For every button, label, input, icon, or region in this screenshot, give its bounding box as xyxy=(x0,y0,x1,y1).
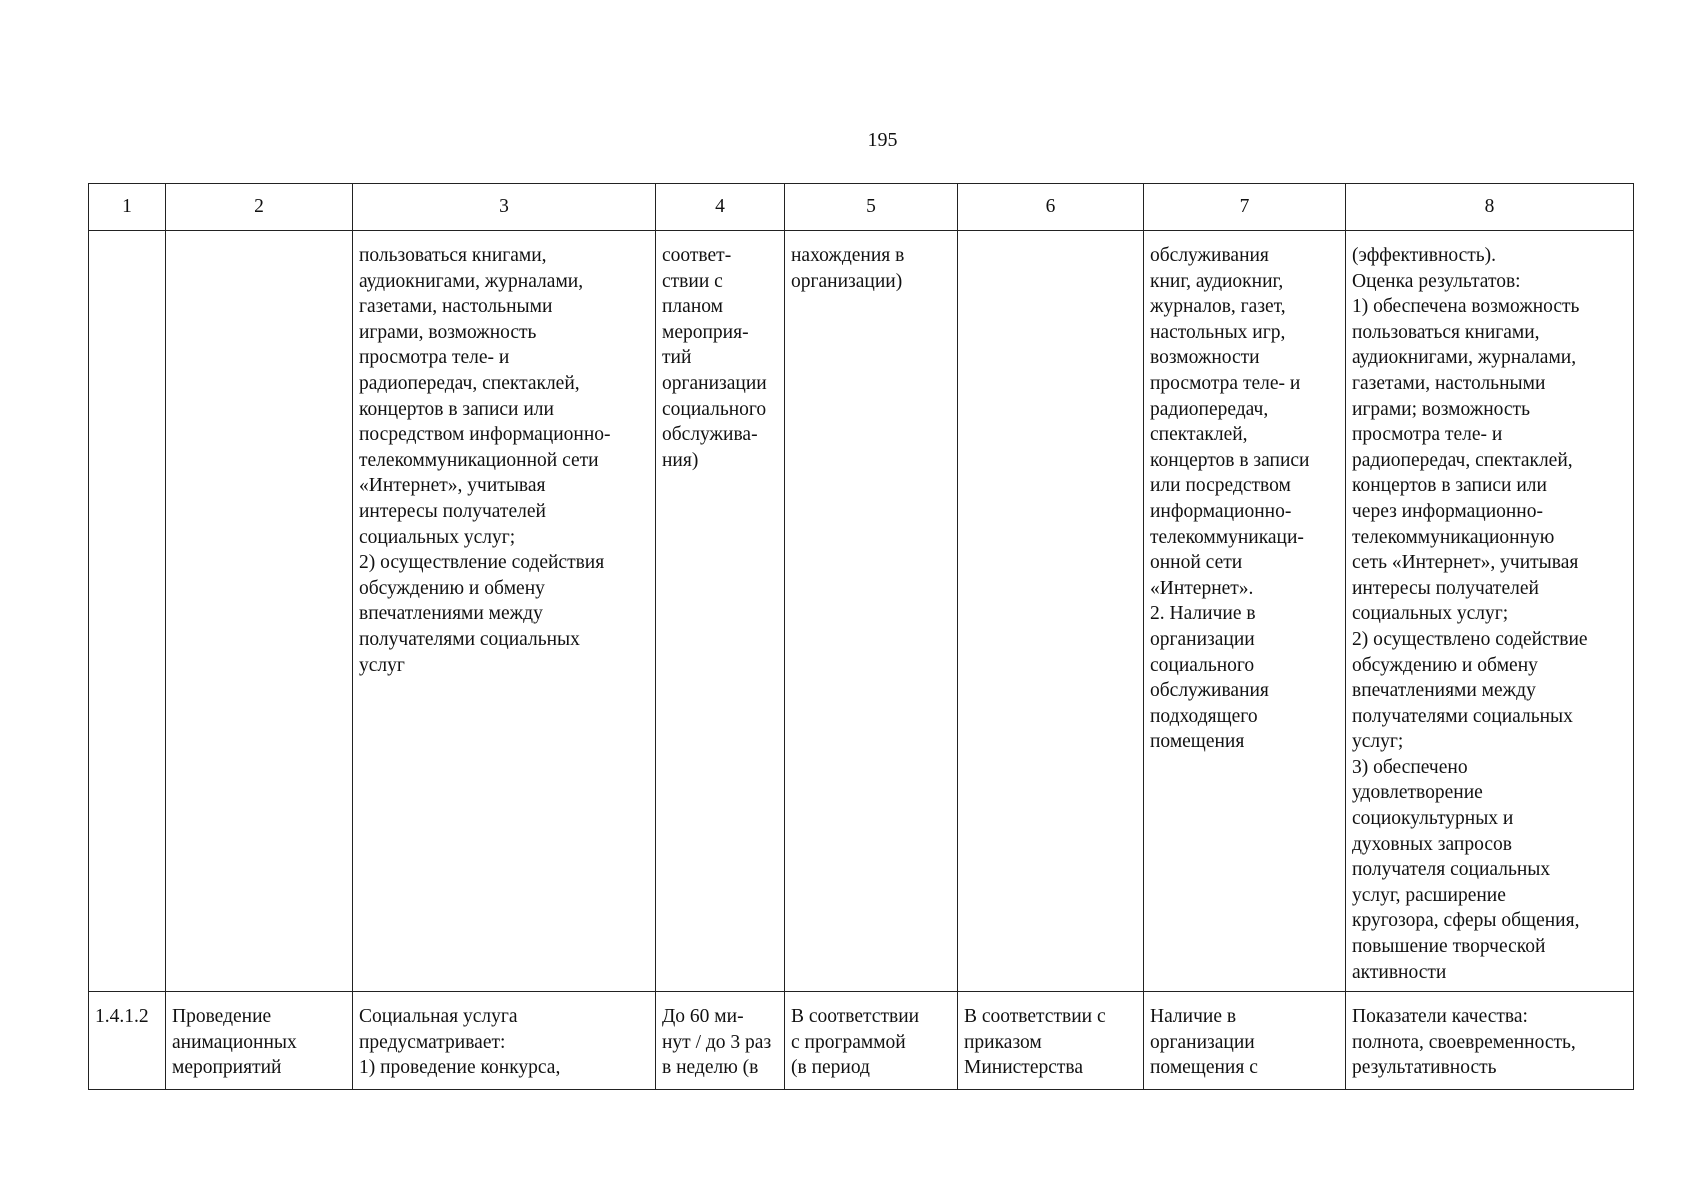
cell-description: пользоваться книгами, аудиокнигами, журналами, газетами, настольными играми, возможность просмотра теле- и радиопередач, спектаклей, концертов в записи или посредством информационно- телекоммуникационной сети «Интернет», учитывая интересы получателей социальных услуг; 2) осуществление содействия обсуждению и обмену впечатлениями между получателями социальных услуг xyxy=(353,231,656,992)
cell-quality: Показатели качества: полнота, своевременность, результативность xyxy=(1346,992,1634,1090)
header-cell-2: 2 xyxy=(166,184,353,231)
header-cell-3: 3 xyxy=(353,184,656,231)
header-cell-6: 6 xyxy=(958,184,1144,231)
cell-rate xyxy=(958,231,1144,992)
header-cell-7: 7 xyxy=(1144,184,1346,231)
cell-volume: До 60 ми- нут / до 3 раз в неделю (в xyxy=(656,992,785,1090)
header-cell-4: 4 xyxy=(656,184,785,231)
table-header-row xyxy=(89,184,1634,231)
cell-conditions: обслуживания книг, аудиокниг, журналов, газет, настольных игр, возможности просмотра теле- и радиопередач, спектаклей, концертов в записи или посредством информационно- телекоммуникаци- онной сети «Интернет». 2. Наличие в организации социального обслуживания подходящего помещения xyxy=(1144,231,1346,992)
header-cell-8: 8 xyxy=(1346,184,1634,231)
cell-service-name xyxy=(166,231,353,992)
cell-description: Социальная услуга предусматривает: 1) проведение конкурса, xyxy=(353,992,656,1090)
cell-rate: В соответствии с приказом Министерства xyxy=(958,992,1144,1090)
cell-quality: (эффективность). Оценка результатов: 1) обеспечена возможность пользоваться книгами, аудиокнигами, журналами, газетами, настольными играми; возможность просмотра теле- и радиопередач, спектаклей, концертов в записи или через информационно- телекоммуникационную сеть «Интернет», учитывая интересы получателей социальных услуг; 2) осуществлено содействие обсуждению и обмену впечатлениями между получателями социальных услуг; 3) обеспечено удовлетворение социокультурных и духовных запросов получателя социальных услуг, расширение кругозора, сферы общения, повышение творческой активности xyxy=(1346,231,1634,992)
cell-volume: соответ- ствии с планом мероприя- тий организации социального обслужива- ния) xyxy=(656,231,785,992)
cell-period: нахождения в организации) xyxy=(785,231,958,992)
page-number: 195 xyxy=(867,129,898,151)
table-row xyxy=(89,992,1634,1090)
header-cell-5: 5 xyxy=(785,184,958,231)
header-cell-1: 1 xyxy=(89,184,166,231)
services-table xyxy=(88,183,1634,1090)
cell-period: В соответствии с программой (в период xyxy=(785,992,958,1090)
cell-conditions: Наличие в организации помещения с xyxy=(1144,992,1346,1090)
cell-number: 1.4.1.2 xyxy=(89,992,166,1090)
table-row xyxy=(89,231,1634,992)
cell-service-name: Проведение анимационных мероприятий xyxy=(166,992,353,1090)
cell-number xyxy=(89,231,166,992)
